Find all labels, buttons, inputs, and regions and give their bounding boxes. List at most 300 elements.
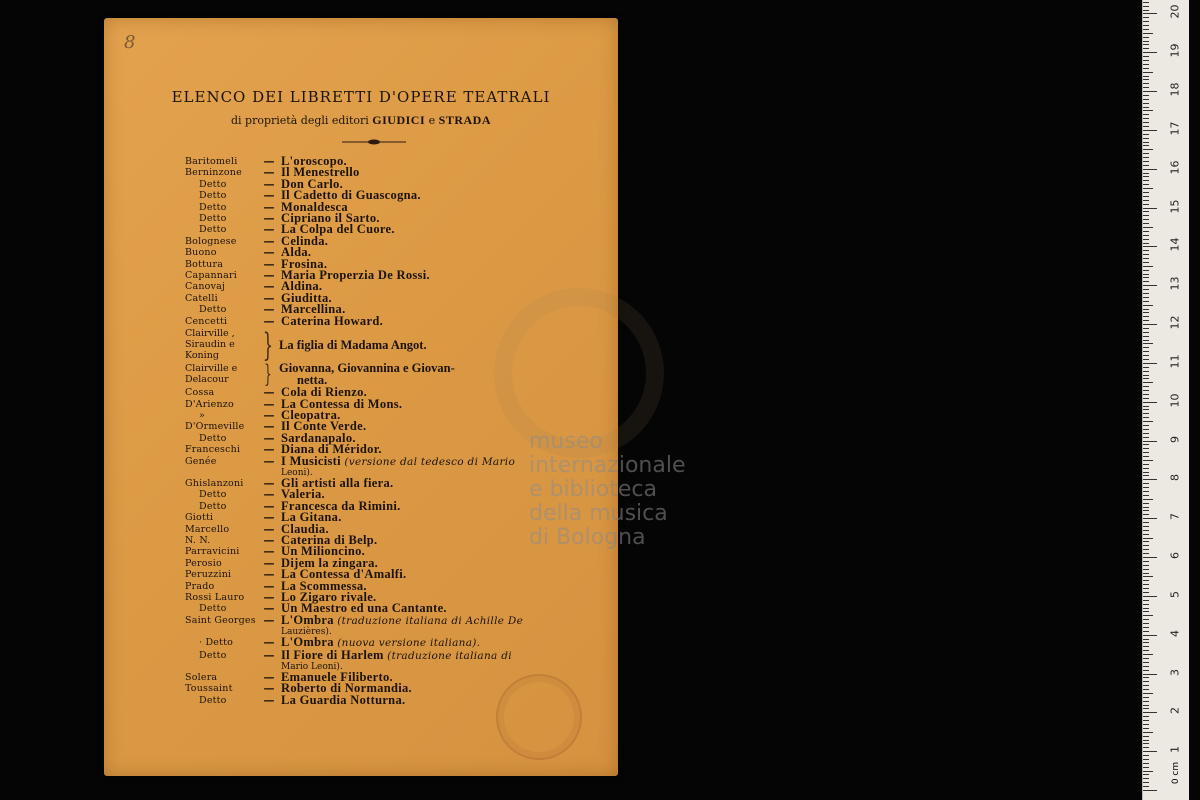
ruler-tick (1143, 394, 1149, 395)
ruler-tick (1143, 266, 1153, 267)
page-title: ELENCO DEI LIBRETTI D'OPERE TEATRALI (171, 88, 551, 106)
work-title: La Colpa del Cuore. (281, 222, 395, 237)
ruler-number: 6 (1168, 552, 1182, 560)
dash: — (263, 636, 275, 650)
dash: — (263, 314, 275, 328)
ruler-tick (1143, 316, 1149, 317)
list-item (185, 396, 605, 411)
author: · Detto (199, 637, 234, 649)
ruler-tick (1143, 363, 1157, 364)
ruler-tick (1143, 309, 1149, 310)
ruler-tick (1143, 674, 1157, 675)
work-title: Cola di Rienzo. (281, 385, 368, 400)
work-title: Un Milioncino. (281, 544, 366, 559)
ruler-tick (1143, 499, 1153, 500)
ruler-tick (1143, 472, 1149, 473)
work-title: Don Carlo. (281, 176, 344, 191)
ruler-number: 8 (1168, 474, 1182, 482)
ruler-tick (1143, 433, 1149, 434)
ruler-tick (1143, 413, 1149, 414)
ruler-tick (1143, 475, 1149, 476)
author: Koning (185, 350, 219, 362)
ruler-tick (1143, 409, 1149, 410)
ruler-tick (1143, 685, 1149, 686)
ruler-tick (1143, 580, 1149, 581)
ruler-number: 2 (1168, 707, 1182, 715)
work-title: Caterina Howard. (281, 313, 384, 328)
ruler-tick (1143, 573, 1149, 574)
ruler-number: 13 (1168, 276, 1182, 291)
author: » (199, 409, 206, 421)
work-title: L'oroscopo. (281, 154, 347, 168)
ruler-tick (1143, 355, 1149, 356)
work-title: L'Ombra (281, 612, 334, 627)
ruler-tick (1143, 41, 1149, 42)
ruler-tick (1143, 56, 1149, 57)
brace-glyph: } (264, 360, 272, 389)
ruler-tick (1143, 176, 1149, 177)
ruler-tick (1143, 600, 1149, 601)
ruler-tick (1143, 437, 1149, 438)
ruler-unit: 0 cm (1171, 761, 1182, 785)
ruler-tick (1143, 340, 1149, 341)
ruler-tick (1143, 425, 1149, 426)
work-title: Alda. (281, 245, 312, 260)
ruler-tick (1143, 107, 1149, 108)
work-entry (281, 612, 524, 627)
author: D'Ormeville (185, 421, 245, 433)
list-item (185, 304, 605, 315)
ruler-tick (1143, 510, 1149, 511)
author: Clairville e (185, 363, 238, 375)
ruler-tick (1143, 701, 1149, 702)
ruler-tick (1143, 215, 1149, 216)
ruler-tick (1143, 37, 1149, 38)
author: Detto (199, 178, 227, 190)
dash: — (263, 303, 275, 317)
ruler-tick (1143, 173, 1149, 174)
list-item (185, 247, 605, 258)
work-title: Cleopatra. (281, 407, 341, 422)
ruler-tick (1143, 755, 1149, 756)
ruler-tick (1143, 444, 1149, 445)
work-title: Il Fiore di Harlem (281, 647, 384, 662)
work-title: Gli artisti alla fiera. (281, 475, 394, 490)
dash: — (263, 476, 275, 490)
ruler-tick (1143, 6, 1149, 7)
dash: — (263, 269, 275, 283)
ruler-tick (1143, 751, 1157, 752)
dash: — (263, 386, 275, 400)
work-title: Il Menestrello (281, 165, 360, 180)
ruler-tick (1143, 689, 1149, 690)
ruler-tick (1143, 293, 1149, 294)
work-title: La Contessa di Mons. (281, 396, 403, 411)
ruler-tick (1143, 514, 1149, 515)
ruler-tick (1143, 615, 1153, 616)
ruler-tick (1143, 169, 1157, 170)
work-entry (281, 453, 516, 468)
ruler-tick (1143, 541, 1149, 542)
author: Detto (199, 304, 227, 316)
work-title: I Musicisti (281, 453, 341, 468)
ruler-tick (1143, 448, 1149, 449)
author: Marcello (185, 523, 230, 535)
ruler-tick (1143, 491, 1149, 492)
work-title: Frosina. (281, 256, 328, 271)
work-title: Diana di Méridor. (281, 442, 382, 457)
ruler-number: 15 (1168, 199, 1182, 214)
author: Catelli (185, 292, 218, 304)
ruler-number: 14 (1168, 237, 1182, 252)
ruler-tick (1143, 592, 1149, 593)
ruler-tick (1143, 646, 1149, 647)
list-item (185, 407, 605, 422)
ruler-tick (1143, 705, 1149, 706)
ruler-tick (1143, 134, 1149, 135)
subtitle-conj: e (428, 114, 436, 127)
list-item (185, 199, 605, 214)
author: Peruzzini (185, 569, 232, 581)
work-note-cont: Mario Leoni). (281, 662, 343, 673)
author: N. N. (185, 534, 211, 546)
dash: — (263, 682, 275, 696)
ruler-tick (1143, 712, 1157, 713)
ruler-tick (1143, 782, 1149, 783)
ruler-tick (1143, 25, 1149, 26)
ruler-tick (1143, 52, 1157, 53)
author: Detto (199, 694, 227, 706)
ruler-tick (1143, 522, 1149, 523)
author: Detto (199, 500, 227, 512)
ruler-tick (1143, 223, 1149, 224)
dash: — (263, 545, 275, 559)
ruler-tick (1143, 732, 1153, 733)
ruler-tick (1143, 526, 1149, 527)
watermark-line: e biblioteca della musica (529, 477, 668, 526)
ruler-number: 18 (1168, 82, 1182, 97)
ruler-tick (1143, 736, 1149, 737)
ruler-tick (1143, 786, 1149, 787)
ruler-tick (1143, 17, 1149, 18)
dash: — (263, 408, 275, 422)
work-title: La Scommessa. (281, 578, 367, 593)
list-item (185, 190, 605, 201)
author: Baritomeli (185, 156, 238, 167)
list-item (185, 156, 605, 167)
ruler-tick (1143, 254, 1149, 255)
ruler-tick (1143, 576, 1153, 577)
list-item (185, 603, 605, 614)
dash: — (263, 223, 275, 237)
ruler-number: 16 (1168, 160, 1182, 175)
work-title: Giuditta. (281, 290, 332, 305)
ruler-tick (1143, 79, 1149, 80)
ruler-tick (1143, 774, 1149, 775)
ruler-tick (1143, 588, 1149, 589)
author: Detto (199, 649, 227, 661)
list-item (185, 281, 605, 292)
list-item (185, 270, 605, 281)
ruler-tick (1143, 180, 1149, 181)
dash: — (263, 648, 275, 662)
ruler-tick (1143, 584, 1149, 585)
ruler-tick (1143, 235, 1149, 236)
watermark-line: museo internazionale (529, 429, 686, 478)
work-title: Roberto di Normandia. (281, 681, 412, 696)
author: Parravicini (185, 546, 240, 558)
ruler-tick (1143, 441, 1157, 442)
dash: — (263, 591, 275, 604)
handwritten-mark: 8 (124, 32, 136, 53)
ruler-tick (1143, 246, 1157, 247)
ruler-tick (1143, 635, 1157, 636)
ruler-tick (1143, 243, 1149, 244)
ruler-tick (1143, 29, 1149, 30)
ruler-tick (1143, 639, 1149, 640)
ruler-tick (1143, 270, 1149, 271)
publisher-1: GIUDICI (372, 113, 426, 127)
ruler-tick (1143, 378, 1149, 379)
author: Detto (199, 489, 227, 501)
author: Detto (199, 432, 227, 444)
ruler-tick (1143, 138, 1149, 139)
ruler-tick (1143, 507, 1149, 508)
ruler-tick (1143, 76, 1149, 77)
ruler-tick (1143, 371, 1149, 372)
ruler-tick (1143, 13, 1157, 14)
ruler-tick (1143, 650, 1149, 651)
brace-work-block (279, 362, 455, 386)
library-stamp (496, 674, 582, 760)
work-note-cont: Lauzières). (281, 627, 332, 638)
list-item (185, 578, 605, 593)
work-note: (traduzione italiana di Achille De (337, 614, 524, 627)
work-title: Dijem la zingara. (281, 555, 379, 570)
ruler-tick (1143, 456, 1149, 457)
ruler-tick (1143, 390, 1149, 391)
work-note-cont: Leoni). (281, 467, 313, 478)
work-title: Un Maestro ed una Cantante. (281, 601, 447, 616)
list-item (185, 224, 605, 235)
dash: — (263, 522, 275, 536)
work-note: (versione dal tedesco di Mario (344, 455, 516, 468)
list-item (185, 233, 605, 248)
ruler-tick (1143, 557, 1157, 558)
author: Solera (185, 672, 218, 684)
author: Buono (185, 247, 217, 259)
ruler-tick (1143, 375, 1149, 376)
ruler-tick (1143, 200, 1149, 201)
author: Detto (199, 224, 227, 236)
ruler-tick (1143, 402, 1157, 403)
author: Prado (185, 580, 215, 592)
ruler-tick (1143, 285, 1157, 286)
ruler-tick (1143, 118, 1149, 119)
dash: — (263, 291, 275, 305)
ruler-tick (1143, 2, 1149, 3)
work-entry (281, 647, 512, 662)
ruler-number: 12 (1168, 315, 1182, 330)
author: Cossa (185, 387, 215, 399)
ruler-number: 9 (1168, 435, 1182, 443)
ruler-tick (1143, 332, 1149, 333)
author: D'Arienzo (185, 398, 234, 410)
author: Saint Georges (185, 614, 256, 626)
dash: — (263, 511, 275, 525)
ruler-tick (1143, 83, 1149, 84)
ornament-divider (342, 138, 406, 146)
ruler-tick (1143, 258, 1149, 259)
ruler-tick (1143, 297, 1149, 298)
work-title: Il Cadetto di Guascogna. (281, 188, 421, 203)
ruler-tick (1143, 487, 1149, 488)
author: Capannari (185, 270, 237, 282)
list-item (185, 213, 605, 224)
ruler-tick (1143, 530, 1149, 531)
ruler-tick (1143, 301, 1149, 302)
ruler-tick (1143, 227, 1153, 228)
brace-entry (185, 325, 605, 364)
ruler-tick (1143, 145, 1149, 146)
watermark-text (529, 430, 686, 550)
dash: — (263, 613, 275, 627)
author: Rossi Lauro (185, 592, 245, 603)
ruler-tick (1143, 48, 1149, 49)
ruler-tick (1143, 654, 1153, 655)
work-title: Giovanna, Giovannina e Giovan- (279, 361, 455, 376)
ruler-tick (1143, 192, 1149, 193)
ruler-tick (1143, 693, 1153, 694)
work-title: Emanuele Filiberto. (281, 670, 393, 685)
subtitle-prefix: di proprietà degli editori (231, 114, 369, 127)
dash: — (263, 556, 275, 570)
ruler-tick (1143, 72, 1153, 73)
ruler-tick (1143, 429, 1149, 430)
ruler-tick (1143, 359, 1149, 360)
work-title: Claudia. (281, 521, 329, 536)
ruler-tick (1143, 161, 1149, 162)
ruler-tick (1143, 406, 1149, 407)
brace-glyph: } (262, 325, 274, 364)
list-item (185, 569, 605, 580)
ruler-tick (1143, 103, 1149, 104)
ruler-tick (1143, 110, 1153, 111)
ruler-tick (1143, 114, 1149, 115)
ruler-tick (1143, 662, 1149, 663)
dash: — (263, 488, 275, 502)
ruler-tick (1143, 130, 1157, 131)
author: Toussaint (185, 683, 233, 695)
ruler-tick (1143, 398, 1149, 399)
work-entry (281, 313, 384, 328)
ruler-tick (1143, 608, 1149, 609)
author: Siraudin e (185, 339, 235, 351)
ruler-tick (1143, 759, 1149, 760)
author: Perosio (185, 557, 222, 569)
ruler-tick (1143, 126, 1149, 127)
ruler-tick (1143, 91, 1157, 92)
ruler-tick (1143, 631, 1149, 632)
ruler-tick (1143, 604, 1149, 605)
ruler-tick (1143, 343, 1153, 344)
author: Delacour (185, 374, 229, 386)
ruler-tick (1143, 68, 1149, 69)
ruler-tick (1143, 747, 1149, 748)
author: Detto (199, 190, 227, 202)
ruler-tick (1143, 312, 1149, 313)
ruler-tick (1143, 157, 1149, 158)
ruler-tick (1143, 250, 1149, 251)
work-title: La Gitana. (281, 510, 342, 525)
ruler-tick (1143, 10, 1149, 11)
ruler-tick (1143, 538, 1153, 539)
author: Genée (185, 455, 217, 467)
ruler-tick (1143, 95, 1149, 96)
ruler-tick (1143, 208, 1157, 209)
ruler-tick (1143, 728, 1149, 729)
work-title: Lo Zigaro rivale. (281, 590, 377, 604)
dash: — (263, 431, 275, 445)
dash: — (263, 420, 275, 434)
ruler-tick (1143, 417, 1149, 418)
ruler-tick (1143, 122, 1149, 123)
author: Bottura (185, 258, 224, 270)
ruler-tick (1143, 611, 1149, 612)
ruler-tick (1143, 211, 1149, 212)
ruler-tick (1143, 367, 1149, 368)
author: Cencetti (185, 315, 228, 327)
page-subtitle (104, 113, 618, 128)
dash: — (263, 166, 275, 180)
brace-authors (185, 363, 257, 385)
ruler-tick (1143, 219, 1149, 220)
brace-authors (185, 328, 257, 361)
dash: — (263, 189, 275, 203)
ruler-tick (1143, 281, 1149, 282)
work-title: Valeria. (281, 487, 325, 502)
ruler-tick (1143, 336, 1149, 337)
ruler-tick (1143, 545, 1149, 546)
list-item (185, 290, 605, 305)
dash: — (263, 693, 275, 707)
ruler-tick (1143, 452, 1149, 453)
ruler-tick (1143, 142, 1149, 143)
ruler-tick (1143, 763, 1149, 764)
ruler-tick (1143, 627, 1149, 628)
booklet-page (104, 18, 686, 776)
author: Clairville , (185, 328, 235, 340)
ruler-tick (1143, 549, 1149, 550)
ruler-number: 19 (1168, 43, 1182, 58)
work-title: Maria Properzia De Rossi. (281, 268, 430, 283)
ruler-tick (1143, 724, 1149, 725)
ruler-tick (1143, 743, 1149, 744)
ruler-number: 7 (1168, 513, 1182, 521)
work-title: L'Ombra (281, 635, 334, 650)
list-item (185, 647, 605, 662)
ruler-tick (1143, 262, 1149, 263)
ruler-tick (1143, 153, 1149, 154)
dash: — (263, 579, 275, 593)
ruler-number: 11 (1168, 354, 1182, 369)
ruler-tick (1143, 681, 1149, 682)
ruler-tick (1143, 165, 1149, 166)
dash: — (263, 397, 275, 411)
ruler-tick (1143, 534, 1149, 535)
ruler-tick (1143, 790, 1157, 791)
measuring-ruler (1142, 0, 1189, 800)
